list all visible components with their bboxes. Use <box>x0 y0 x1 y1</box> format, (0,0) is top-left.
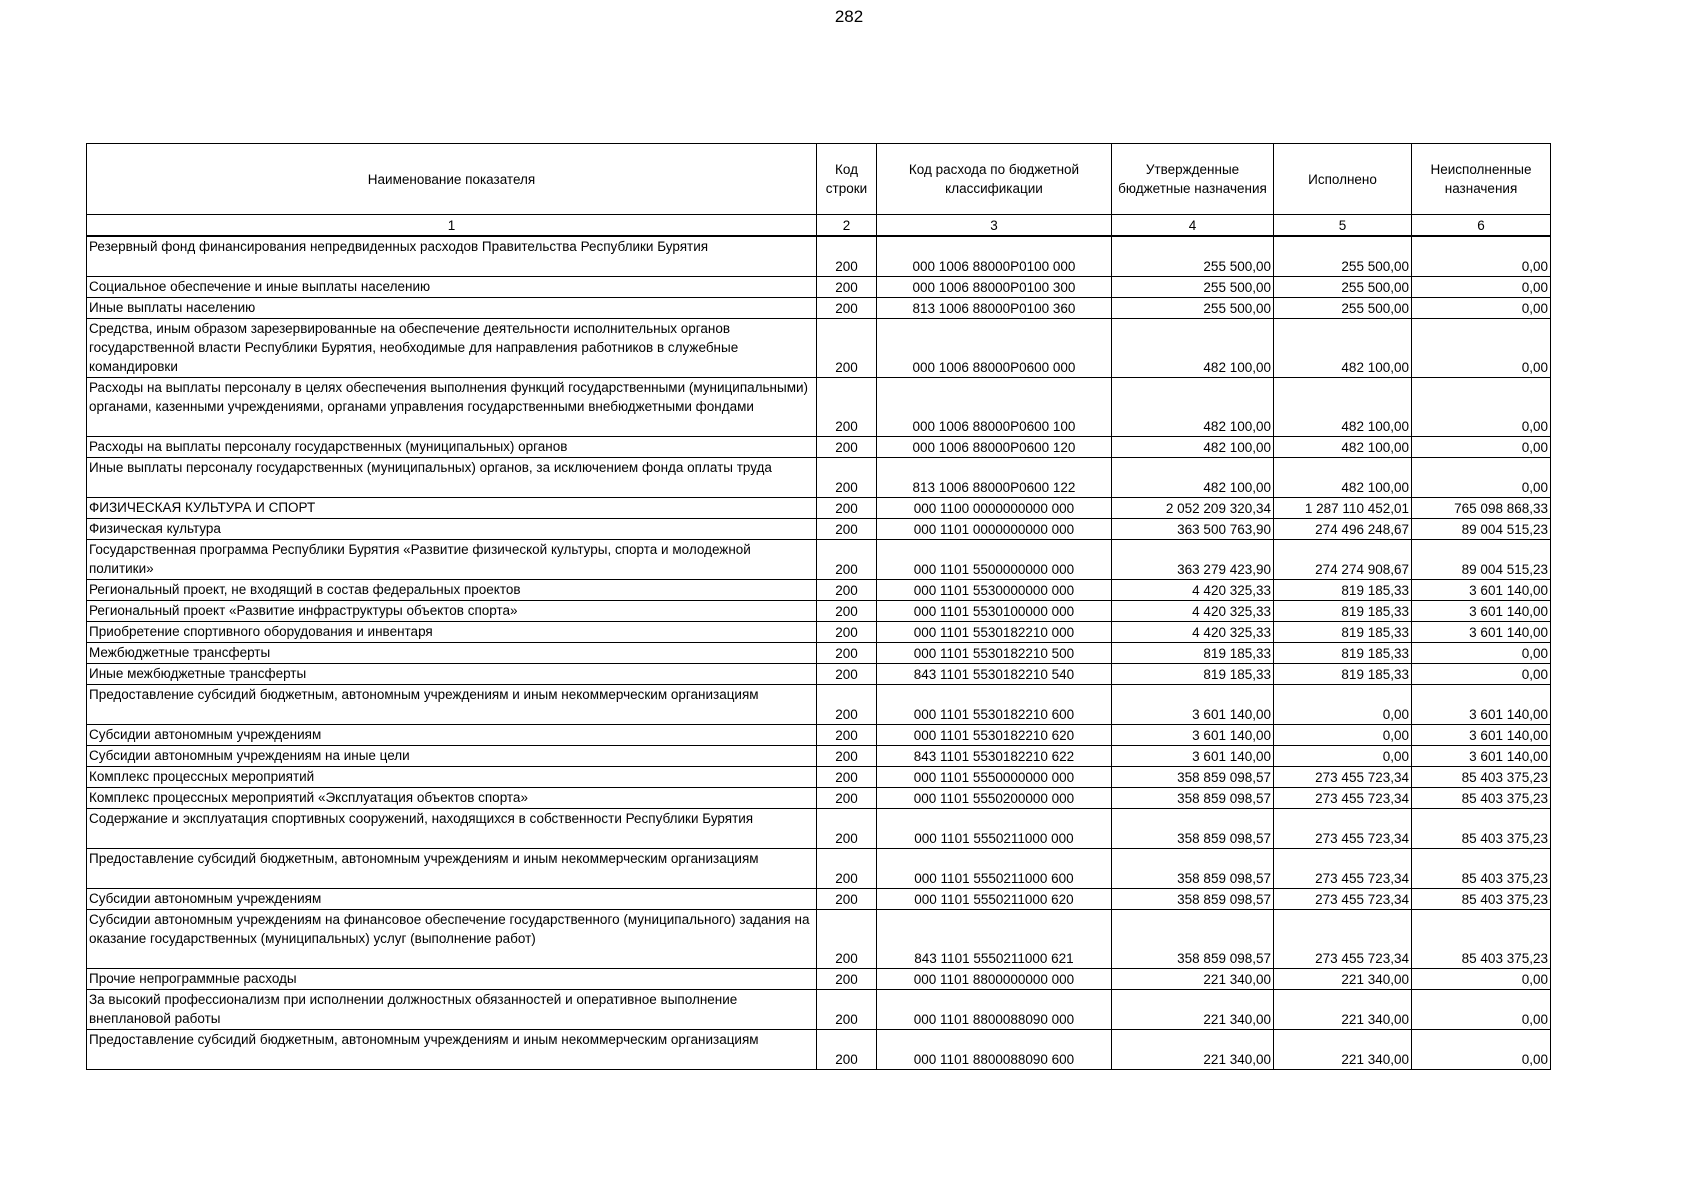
row-name <box>87 724 817 745</box>
row-approved: 3 601 140,00 <box>1112 724 1274 745</box>
table-row <box>87 808 1551 848</box>
row-budget-code: 000 1006 88000Р0100 000 <box>877 236 1112 276</box>
table-row <box>87 724 1551 745</box>
row-line-code: 200 <box>817 848 877 888</box>
row-line-code: 200 <box>817 518 877 539</box>
row-executed: 255 500,00 <box>1274 236 1412 276</box>
row-executed: 819 185,33 <box>1274 642 1412 663</box>
row-name-text: Субсидии автономным учреждениям на иные цели <box>89 747 410 763</box>
row-budget-code: 000 1006 88000Р0100 300 <box>877 276 1112 297</box>
table-row <box>87 539 1551 579</box>
row-line-code: 200 <box>817 724 877 745</box>
row-name-text: Резервный фонд финансирования непредвиденных расходов Правительства Республики Бурятия <box>89 239 709 254</box>
row-executed: 819 185,33 <box>1274 600 1412 621</box>
row-name <box>87 684 817 724</box>
row-approved: 482 100,00 <box>1112 377 1274 436</box>
row-name <box>87 236 817 276</box>
row-line-code: 200 <box>817 318 877 377</box>
row-approved: 4 420 325,33 <box>1112 579 1274 600</box>
row-unexecuted: 3 601 140,00 <box>1412 621 1551 642</box>
row-budget-code: 813 1006 88000Р0100 360 <box>877 297 1112 318</box>
row-name <box>87 621 817 642</box>
row-executed: 1 287 110 452,01 <box>1274 497 1412 518</box>
row-unexecuted: 0,00 <box>1412 968 1551 989</box>
row-approved: 4 420 325,33 <box>1112 621 1274 642</box>
row-approved: 221 340,00 <box>1112 968 1274 989</box>
row-executed: 273 455 723,34 <box>1274 766 1412 787</box>
row-budget-code: 000 1101 5530100000 000 <box>877 600 1112 621</box>
header-line-code: Код строки <box>817 144 877 215</box>
budget-execution-table <box>86 143 1551 1070</box>
row-line-code: 200 <box>817 236 877 276</box>
row-name <box>87 600 817 621</box>
row-unexecuted: 3 601 140,00 <box>1412 579 1551 600</box>
row-executed: 0,00 <box>1274 684 1412 724</box>
row-executed: 274 274 908,67 <box>1274 539 1412 579</box>
row-unexecuted: 0,00 <box>1412 276 1551 297</box>
row-budget-code: 000 1006 88000Р0600 000 <box>877 318 1112 377</box>
table-row <box>87 745 1551 766</box>
row-executed: 255 500,00 <box>1274 276 1412 297</box>
row-name <box>87 808 817 848</box>
row-executed: 273 455 723,34 <box>1274 787 1412 808</box>
row-name-text: Иные межбюджетные трансферты <box>89 665 307 681</box>
table-row <box>87 518 1551 539</box>
table-body <box>87 236 1551 1069</box>
row-line-code: 200 <box>817 684 877 724</box>
row-name-text: Социальное обеспечение и иные выплаты населению <box>89 278 431 294</box>
row-name-text: Содержание и эксплуатация спортивных сооружений, находящихся в собственности Республики Бурятия <box>89 810 754 826</box>
header-approved: Утвержденные бюджетные назначения <box>1112 144 1274 215</box>
row-name <box>87 909 817 968</box>
row-name <box>87 436 817 457</box>
row-executed: 482 100,00 <box>1274 436 1412 457</box>
row-approved: 819 185,33 <box>1112 663 1274 684</box>
row-name-text: Средства, иным образом зарезервированные на обеспечение деятельности исполнительных органов государственной власти Республики Бурятия, необходимые для направления работников в служебные командировки <box>89 320 739 374</box>
row-name <box>87 968 817 989</box>
row-unexecuted: 765 098 868,33 <box>1412 497 1551 518</box>
column-number: 4 <box>1112 215 1274 237</box>
row-line-code: 200 <box>817 808 877 848</box>
column-number: 6 <box>1412 215 1551 237</box>
table-row <box>87 297 1551 318</box>
table-row <box>87 888 1551 909</box>
row-unexecuted: 0,00 <box>1412 377 1551 436</box>
row-name <box>87 848 817 888</box>
row-name <box>87 276 817 297</box>
row-unexecuted: 0,00 <box>1412 457 1551 497</box>
row-executed: 273 455 723,34 <box>1274 888 1412 909</box>
row-unexecuted: 0,00 <box>1412 642 1551 663</box>
row-name-text: Субсидии автономным учреждениям <box>89 726 322 742</box>
row-executed: 221 340,00 <box>1274 1029 1412 1069</box>
row-budget-code: 813 1006 88000Р0600 122 <box>877 457 1112 497</box>
row-name <box>87 989 817 1029</box>
table-row <box>87 684 1551 724</box>
row-executed: 274 496 248,67 <box>1274 518 1412 539</box>
row-unexecuted: 89 004 515,23 <box>1412 518 1551 539</box>
row-budget-code: 000 1101 8800088090 600 <box>877 1029 1112 1069</box>
row-name-text: Предоставление субсидий бюджетным, автономным учреждениям и иным некоммерческим организациям <box>89 850 759 866</box>
row-name-text: За высокий профессионализм при исполнении должностных обязанностей и оперативное выполнение внеплановой работы <box>89 991 738 1026</box>
row-line-code: 200 <box>817 579 877 600</box>
row-budget-code: 000 1101 5550200000 000 <box>877 787 1112 808</box>
row-budget-code: 000 1006 88000Р0600 100 <box>877 377 1112 436</box>
row-budget-code: 843 1101 5530182210 622 <box>877 745 1112 766</box>
table-row <box>87 457 1551 497</box>
row-budget-code: 000 1100 0000000000 000 <box>877 497 1112 518</box>
row-name <box>87 518 817 539</box>
row-name <box>87 318 817 377</box>
table-row <box>87 276 1551 297</box>
row-unexecuted: 0,00 <box>1412 297 1551 318</box>
row-approved: 2 052 209 320,34 <box>1112 497 1274 518</box>
table-row <box>87 436 1551 457</box>
row-line-code: 200 <box>817 787 877 808</box>
row-approved: 363 279 423,90 <box>1112 539 1274 579</box>
row-approved: 4 420 325,33 <box>1112 600 1274 621</box>
row-name-text: Комплекс процессных мероприятий <box>89 768 315 784</box>
row-unexecuted: 3 601 140,00 <box>1412 745 1551 766</box>
table-row <box>87 600 1551 621</box>
row-unexecuted: 85 403 375,23 <box>1412 766 1551 787</box>
header-budget-code: Код расхода по бюджетной классификации <box>877 144 1112 215</box>
table-row <box>87 497 1551 518</box>
table-row <box>87 989 1551 1029</box>
row-budget-code: 000 1101 0000000000 000 <box>877 518 1112 539</box>
row-name-text: Предоставление субсидий бюджетным, автономным учреждениям и иным некоммерческим организациям <box>89 686 759 702</box>
row-approved: 819 185,33 <box>1112 642 1274 663</box>
row-unexecuted: 0,00 <box>1412 663 1551 684</box>
row-line-code: 200 <box>817 1029 877 1069</box>
table-row <box>87 579 1551 600</box>
table-row <box>87 642 1551 663</box>
row-executed: 273 455 723,34 <box>1274 848 1412 888</box>
row-line-code: 200 <box>817 989 877 1029</box>
row-name <box>87 888 817 909</box>
row-budget-code: 000 1101 5530182210 500 <box>877 642 1112 663</box>
row-line-code: 200 <box>817 745 877 766</box>
row-name <box>87 642 817 663</box>
table-row <box>87 663 1551 684</box>
row-name-text: Предоставление субсидий бюджетным, автономным учреждениям и иным некоммерческим организациям <box>89 1031 759 1047</box>
row-budget-code: 000 1006 88000Р0600 120 <box>877 436 1112 457</box>
row-line-code: 200 <box>817 297 877 318</box>
row-approved: 221 340,00 <box>1112 1029 1274 1069</box>
row-budget-code: 843 1101 5550211000 621 <box>877 909 1112 968</box>
row-name-text: Региональный проект «Развитие инфраструктуры объектов спорта» <box>89 602 518 618</box>
row-name <box>87 497 817 518</box>
row-approved: 255 500,00 <box>1112 236 1274 276</box>
row-name <box>87 377 817 436</box>
row-budget-code: 000 1101 5550000000 000 <box>877 766 1112 787</box>
row-unexecuted: 0,00 <box>1412 989 1551 1029</box>
row-unexecuted: 85 403 375,23 <box>1412 787 1551 808</box>
row-approved: 482 100,00 <box>1112 436 1274 457</box>
row-executed: 221 340,00 <box>1274 989 1412 1029</box>
row-executed: 482 100,00 <box>1274 377 1412 436</box>
row-approved: 358 859 098,57 <box>1112 808 1274 848</box>
row-line-code: 200 <box>817 968 877 989</box>
row-budget-code: 000 1101 5530182210 000 <box>877 621 1112 642</box>
row-approved: 358 859 098,57 <box>1112 888 1274 909</box>
row-line-code: 200 <box>817 663 877 684</box>
row-executed: 221 340,00 <box>1274 968 1412 989</box>
column-number-row <box>87 215 1551 237</box>
row-budget-code: 000 1101 5550211000 600 <box>877 848 1112 888</box>
row-name <box>87 766 817 787</box>
row-executed: 0,00 <box>1274 724 1412 745</box>
row-unexecuted: 3 601 140,00 <box>1412 684 1551 724</box>
column-number: 3 <box>877 215 1112 237</box>
row-name-text: Субсидии автономным учреждениям <box>89 890 322 906</box>
row-executed: 273 455 723,34 <box>1274 909 1412 968</box>
table-row <box>87 318 1551 377</box>
row-approved: 255 500,00 <box>1112 297 1274 318</box>
row-name-text: Расходы на выплаты персоналу государственных (муниципальных) органов <box>89 438 568 454</box>
row-unexecuted: 0,00 <box>1412 1029 1551 1069</box>
row-line-code: 200 <box>817 909 877 968</box>
row-unexecuted: 0,00 <box>1412 236 1551 276</box>
row-name <box>87 579 817 600</box>
table-row <box>87 968 1551 989</box>
row-line-code: 200 <box>817 766 877 787</box>
row-line-code: 200 <box>817 888 877 909</box>
header-name: Наименование показателя <box>87 144 817 215</box>
table-row <box>87 236 1551 276</box>
row-name <box>87 297 817 318</box>
row-budget-code: 000 1101 8800088090 000 <box>877 989 1112 1029</box>
row-approved: 482 100,00 <box>1112 318 1274 377</box>
row-name-text: Приобретение спортивного оборудования и инвентаря <box>89 623 433 639</box>
header-executed: Исполнено <box>1274 144 1412 215</box>
table-row <box>87 848 1551 888</box>
table-row <box>87 787 1551 808</box>
row-line-code: 200 <box>817 377 877 436</box>
row-budget-code: 000 1101 5530000000 000 <box>877 579 1112 600</box>
row-line-code: 200 <box>817 457 877 497</box>
table-row <box>87 377 1551 436</box>
row-unexecuted: 3 601 140,00 <box>1412 600 1551 621</box>
row-executed: 482 100,00 <box>1274 457 1412 497</box>
table-row <box>87 1029 1551 1069</box>
row-line-code: 200 <box>817 436 877 457</box>
row-name <box>87 539 817 579</box>
row-name-text: Межбюджетные трансферты <box>89 644 271 660</box>
row-executed: 255 500,00 <box>1274 297 1412 318</box>
row-approved: 363 500 763,90 <box>1112 518 1274 539</box>
row-name-text: Государственная программа Республики Бурятия «Развитие физической культуры, спорта и молодежной политики» <box>89 541 751 576</box>
row-name-text: ФИЗИЧЕСКАЯ КУЛЬТУРА И СПОРТ <box>89 499 316 515</box>
row-line-code: 200 <box>817 539 877 579</box>
row-unexecuted: 85 403 375,23 <box>1412 848 1551 888</box>
row-budget-code: 000 1101 5530182210 600 <box>877 684 1112 724</box>
row-approved: 221 340,00 <box>1112 989 1274 1029</box>
row-name-text: Региональный проект, не входящий в состав федеральных проектов <box>89 581 521 597</box>
row-line-code: 200 <box>817 497 877 518</box>
row-line-code: 200 <box>817 276 877 297</box>
row-name-text: Физическая культура <box>89 520 221 536</box>
row-budget-code: 000 1101 5500000000 000 <box>877 539 1112 579</box>
row-approved: 3 601 140,00 <box>1112 684 1274 724</box>
row-name-text: Расходы на выплаты персоналу в целях обеспечения выполнения функций государственными (муниципальными) органами, казенными учреждениями, органами управления государственными внебюджетными фондами <box>89 379 809 414</box>
row-name <box>87 457 817 497</box>
row-line-code: 200 <box>817 642 877 663</box>
column-number: 5 <box>1274 215 1412 237</box>
row-approved: 358 859 098,57 <box>1112 787 1274 808</box>
row-approved: 3 601 140,00 <box>1112 745 1274 766</box>
row-name <box>87 663 817 684</box>
row-unexecuted: 85 403 375,23 <box>1412 808 1551 848</box>
row-executed: 819 185,33 <box>1274 579 1412 600</box>
row-name-text: Иные выплаты населению <box>89 299 256 315</box>
row-executed: 0,00 <box>1274 745 1412 766</box>
row-name-text: Прочие непрограммные расходы <box>89 970 297 986</box>
row-budget-code: 000 1101 5550211000 620 <box>877 888 1112 909</box>
row-budget-code: 000 1101 8800000000 000 <box>877 968 1112 989</box>
row-line-code: 200 <box>817 621 877 642</box>
column-number: 2 <box>817 215 877 237</box>
row-executed: 273 455 723,34 <box>1274 808 1412 848</box>
row-name-text: Иные выплаты персоналу государственных (муниципальных) органов, за исключением фонда оплаты труда <box>89 459 772 475</box>
row-unexecuted: 89 004 515,23 <box>1412 539 1551 579</box>
row-unexecuted: 0,00 <box>1412 318 1551 377</box>
row-budget-code: 000 1101 5530182210 620 <box>877 724 1112 745</box>
row-budget-code: 843 1101 5530182210 540 <box>877 663 1112 684</box>
table-row <box>87 909 1551 968</box>
table-row <box>87 621 1551 642</box>
row-approved: 358 859 098,57 <box>1112 909 1274 968</box>
row-name-text: Субсидии автономным учреждениям на финансовое обеспечение государственного (муниципального) задания на оказание государственных (муниципальных) услуг (выполнение работ) <box>89 911 810 946</box>
row-name-text: Комплекс процессных мероприятий «Эксплуатация объектов спорта» <box>89 789 528 805</box>
row-name <box>87 745 817 766</box>
row-approved: 358 859 098,57 <box>1112 766 1274 787</box>
table-header-row <box>87 144 1551 215</box>
row-budget-code: 000 1101 5550211000 000 <box>877 808 1112 848</box>
row-unexecuted: 85 403 375,23 <box>1412 909 1551 968</box>
page-number: 282 <box>834 7 864 26</box>
row-name <box>87 787 817 808</box>
column-number: 1 <box>87 215 817 237</box>
row-executed: 819 185,33 <box>1274 621 1412 642</box>
row-approved: 482 100,00 <box>1112 457 1274 497</box>
row-unexecuted: 85 403 375,23 <box>1412 888 1551 909</box>
header-unexecuted: Неисполненные назначения <box>1412 144 1551 215</box>
row-name <box>87 1029 817 1069</box>
row-executed: 482 100,00 <box>1274 318 1412 377</box>
row-line-code: 200 <box>817 600 877 621</box>
row-approved: 358 859 098,57 <box>1112 848 1274 888</box>
row-approved: 255 500,00 <box>1112 276 1274 297</box>
row-executed: 819 185,33 <box>1274 663 1412 684</box>
table-row <box>87 766 1551 787</box>
row-unexecuted: 0,00 <box>1412 436 1551 457</box>
row-unexecuted: 3 601 140,00 <box>1412 724 1551 745</box>
